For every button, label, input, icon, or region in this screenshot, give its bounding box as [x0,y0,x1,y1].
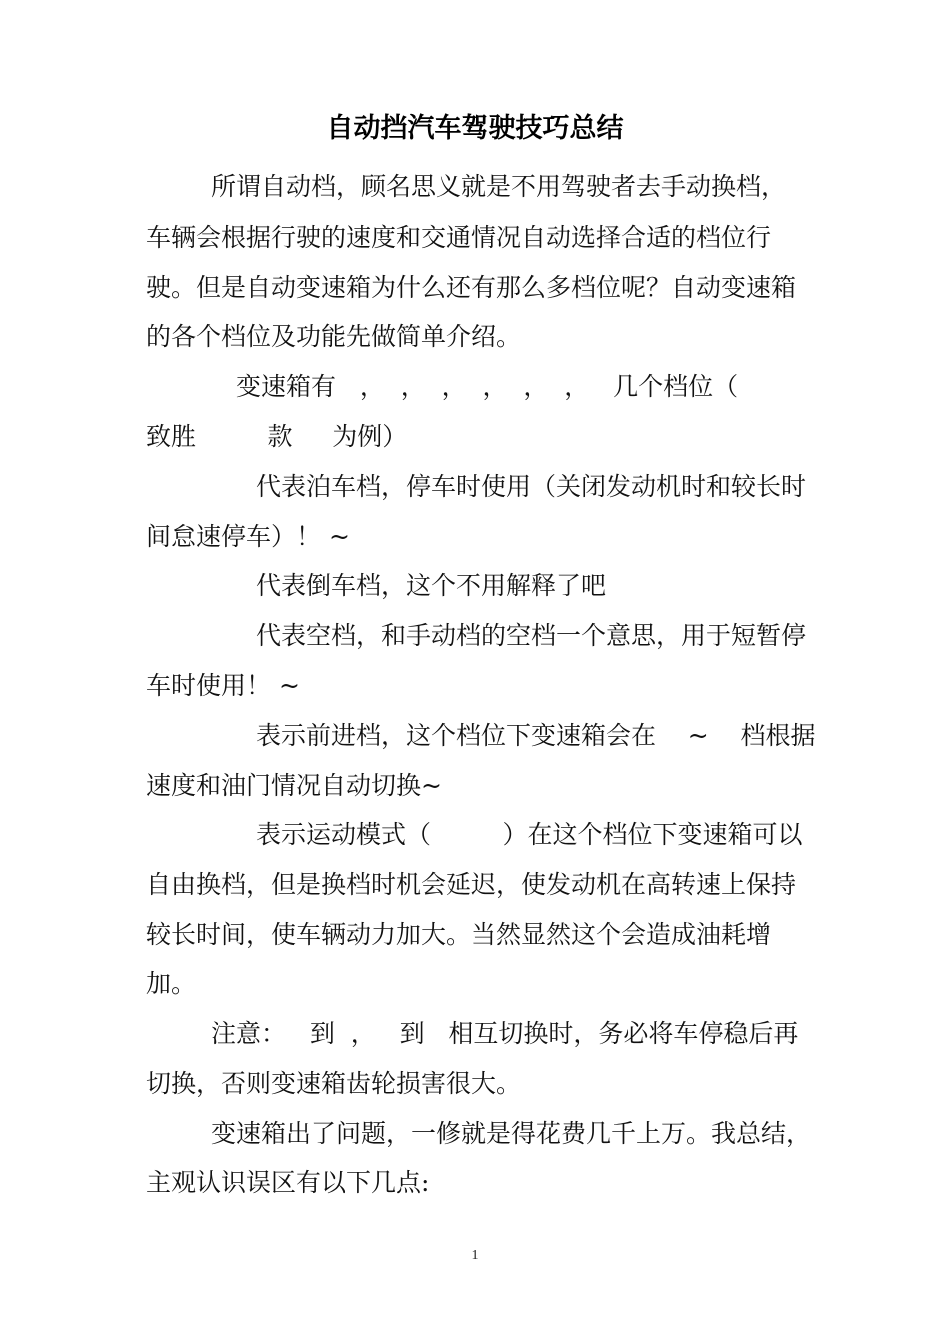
paragraph-line: 表示前进档，这个档位下变速箱会在 ~ 档根据 [256,721,816,750]
paragraph-line: 变速箱出了问题，一修就是得花费几千上万。我总结， [211,1119,812,1148]
paragraph-line: 注意： 到 ， 到 相互切换时，务必将车停稳后再 [211,1019,799,1048]
paragraph-line: 车辆会根据行驶的速度和交通情况自动选择合适的档位行 [146,223,772,252]
paragraph-line: 的各个档位及功能先做简单介绍。 [146,322,522,351]
paragraph-line: 自由换档，但是换档时机会延迟，使发动机在高转速上保持 [146,870,797,899]
paragraph-line: 代表倒车档，这个不用解释了吧 [256,571,607,600]
paragraph-line: 代表泊车档，停车时使用（关闭发动机时和较长时 [256,472,807,501]
paragraph-line: 主观认识误区有以下几点: [146,1168,430,1197]
paragraph-line: 驶。但是自动变速箱为什么还有那么多档位呢？自动变速箱 [146,273,797,302]
page-number: 1 [471,1248,479,1263]
paragraph-line: 变速箱有 ， ， ， ， ， ， 几个档位（ [236,372,739,401]
paragraph-line: 加。 [146,969,197,998]
paragraph-line: 间怠速停车）！ ~ [146,522,350,551]
paragraph-line: 所谓自动档，顾名思义就是不用驾驶者去手动换档， [211,172,787,201]
paragraph-line: 车时使用！ ~ [146,671,300,700]
paragraph-line: 速度和油门情况自动切换~ [146,771,442,800]
paragraph-line: 切换，否则变速箱齿轮损害很大。 [146,1069,522,1098]
paragraph-line: 表示运动模式（ ）在这个档位下变速箱可以 [256,820,803,849]
paragraph-line: 代表空档，和手动档的空档一个意思，用于短暂停 [256,621,807,650]
document-title: 自动挡汽车驾驶技巧总结 [326,113,624,144]
paragraph-line: 致胜 款 为例） [146,422,408,451]
paragraph-line: 较长时间，使车辆动力加大。当然显然这个会造成油耗增 [146,920,772,949]
